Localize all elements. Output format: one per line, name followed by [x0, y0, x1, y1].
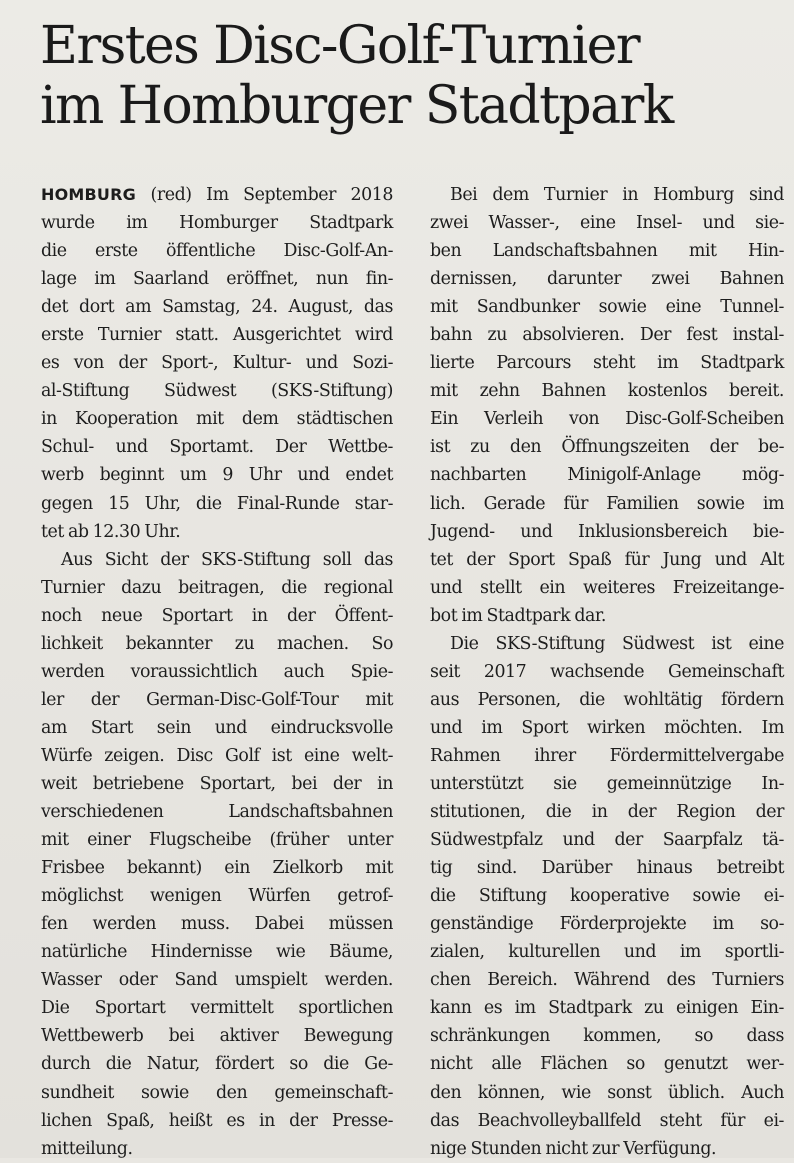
text-line: möglichst wenigen Würfen getrof- — [41, 886, 393, 907]
text-line: mitteilung. — [41, 1138, 133, 1159]
text-line: Rahmen ihrer Fördermittelvergabe — [430, 745, 784, 766]
article-paragraph — [41, 546, 393, 1163]
headline-line: Erstes Disc-Golf-Turnier — [40, 16, 640, 76]
text-line: natürliche Hindernisse wie Bäume, — [41, 942, 393, 963]
text-line: Die SKS-Stiftung Südwest ist eine — [450, 633, 784, 654]
text-line: nige Stunden nicht zur Verfügung. — [430, 1138, 717, 1159]
text-line: lichen Spaß, heißt es in der Presse- — [41, 1110, 393, 1131]
text-line: Die Sportart vermittelt sportlichen — [41, 998, 393, 1019]
text-line: bot im Stadtpark dar. — [430, 605, 606, 626]
text-line: ist zu den Öffnungszeiten der be- — [430, 437, 784, 458]
text-line: mit einer Flugscheibe (früher unter — [41, 830, 393, 851]
text-line: tig sind. Darüber hinaus betreibt — [430, 858, 784, 879]
text-line: nicht alle Flächen so genutzt wer- — [430, 1054, 784, 1075]
text-line: al-Stiftung Südwest (SKS-Stiftung) — [41, 381, 393, 402]
text-line: Schul- und Sportamt. Der Wettbe- — [41, 437, 393, 458]
text-line: den können, wie sonst üblich. Auch — [430, 1082, 784, 1103]
text-line: zialen, kulturellen und im sportli- — [430, 942, 784, 963]
article-paragraph — [430, 630, 784, 1163]
dateline-text: (red) Im September 2018 — [150, 185, 393, 205]
text-line: sundheit sowie den gemeinschaft- — [41, 1082, 393, 1103]
text-line: tet ab 12.30 Uhr. — [41, 521, 181, 542]
text-line: dernissen, darunter zwei Bahnen — [430, 269, 784, 290]
text-line: weit betriebene Sportart, bei der in — [41, 773, 393, 794]
text-line: schränkungen kommen, so dass — [430, 1026, 784, 1047]
text-line: Jugend- und Inklusionsbereich bie- — [430, 521, 784, 542]
text-line: stitutionen, die in der Region der — [430, 802, 784, 823]
text-line: lichkeit bekannter zu machen. So — [41, 633, 393, 654]
text-line: in Kooperation mit dem städtischen — [41, 409, 393, 430]
text-line — [41, 181, 393, 209]
dateline: HOMBURG — [41, 185, 136, 204]
text-line: ben Landschaftsbahnen mit Hin- — [430, 241, 784, 262]
text-line: werden voraussichtlich auch Spie- — [41, 661, 393, 682]
text-line: die erste öffentliche Disc-Golf-An- — [41, 241, 393, 262]
text-line: aus Personen, die wohltätig fördern — [430, 689, 784, 710]
text-line: Frisbee bekannt) ein Zielkorb mit — [41, 858, 393, 879]
text-line: Bei dem Turnier in Homburg sind — [450, 185, 784, 205]
text-line: Wasser oder Sand umspielt werden. — [41, 970, 393, 991]
text-line: am Start sein und eindrucksvolle — [41, 717, 393, 738]
headline-line: im Homburger Stadtpark — [40, 76, 673, 136]
text-line: chen Bereich. Während des Turniers — [430, 970, 784, 991]
text-line: lierte Parcours steht im Stadtpark — [430, 353, 784, 374]
text-line: werb beginnt um 9 Uhr und endet — [41, 465, 393, 486]
text-line: mit Sandbunker sowie eine Tunnel- — [430, 297, 784, 318]
text-line: die Stiftung kooperative sowie ei- — [430, 886, 784, 907]
text-line: Turnier dazu beitragen, die regional — [41, 577, 393, 598]
text-line: Ein Verleih von Disc-Golf-Scheiben — [430, 409, 784, 430]
article-column-left — [41, 181, 393, 1163]
text-line: zwei Wasser-, eine Insel- und sie- — [430, 213, 784, 234]
text-line: bahn zu absolvieren. Der fest instal- — [430, 325, 784, 346]
text-line: Aus Sicht der SKS-Stiftung soll das — [61, 549, 393, 570]
text-line: det dort am Samstag, 24. August, das — [41, 297, 393, 318]
text-line: gegen 15 Uhr, die Final-Runde star- — [41, 493, 393, 514]
text-line: erste Turnier statt. Ausgerichtet wird — [41, 325, 393, 346]
article-paragraph — [41, 181, 393, 546]
text-line: lich. Gerade für Familien sowie im — [430, 493, 784, 514]
text-line: noch neue Sportart in der Öffent- — [41, 605, 393, 626]
text-line: ler der German-Disc-Golf-Tour mit — [41, 689, 393, 710]
text-line: Südwestpfalz und der Saarpfalz tä- — [430, 830, 784, 851]
text-line: Würfe zeigen. Disc Golf ist eine welt- — [41, 745, 393, 766]
article-headline — [40, 16, 780, 136]
article-column-right — [430, 181, 784, 1163]
text-line: unterstützt sie gemeinnützige In- — [430, 773, 784, 794]
text-line: nachbarten Minigolf-Anlage mög- — [430, 465, 784, 486]
text-line: fen werden muss. Dabei müssen — [41, 914, 393, 935]
article-paragraph — [430, 181, 784, 630]
text-line: tet der Sport Spaß für Jung und Alt — [430, 549, 784, 570]
text-line: lage im Saarland eröffnet, nun fin- — [41, 269, 393, 290]
text-line: durch die Natur, fördert so die Ge- — [41, 1054, 393, 1075]
text-line: wurde im Homburger Stadtpark — [41, 213, 393, 234]
text-line: das Beachvolleyballfeld steht für ei- — [430, 1110, 784, 1131]
text-line: kann es im Stadtpark zu einigen Ein- — [430, 998, 784, 1019]
text-line: genständige Förderprojekte im so- — [430, 914, 784, 935]
text-line: Wettbewerb bei aktiver Bewegung — [41, 1026, 393, 1047]
text-line: verschiedenen Landschaftsbahnen — [41, 802, 393, 823]
text-line: und stellt ein weiteres Freizeitange- — [430, 577, 784, 598]
text-line: und im Sport wirken möchten. Im — [430, 717, 784, 738]
text-line: es von der Sport-, Kultur- und Sozi- — [41, 353, 393, 374]
text-line: mit zehn Bahnen kostenlos bereit. — [430, 381, 784, 402]
text-line: seit 2017 wachsende Gemeinschaft — [430, 661, 784, 682]
